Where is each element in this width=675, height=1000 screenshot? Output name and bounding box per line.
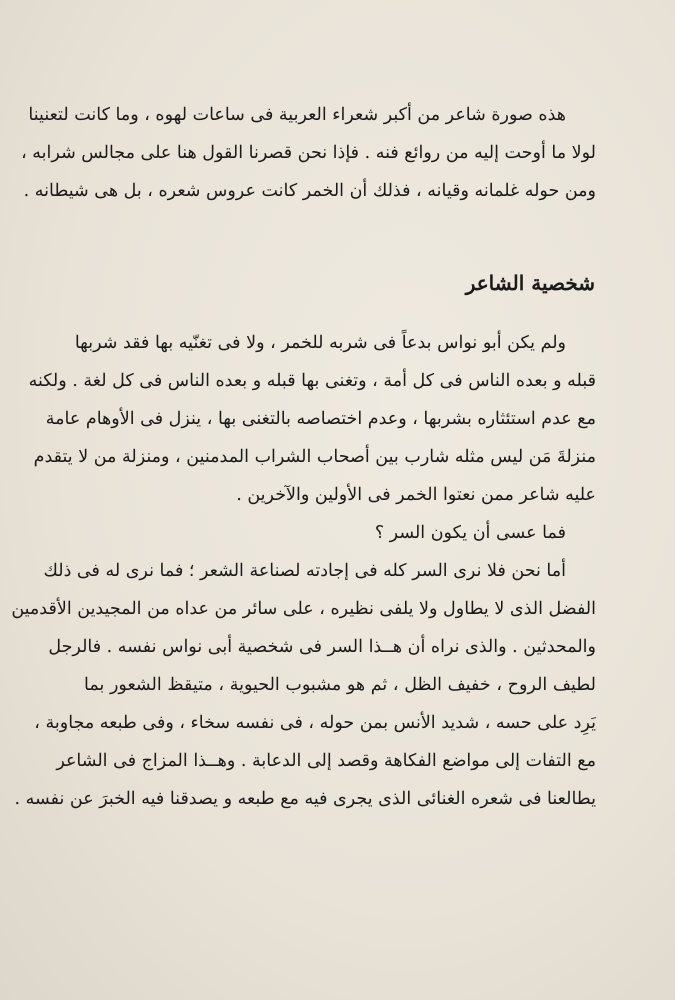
text-line: ولم يكن أبو نواس بدعاً فى شربه للخمر ، ولا فى تغنّيه بها فقد شربها — [74, 333, 566, 353]
text-line: يَرِد على حسه ، شديد الأنس بمن حوله ، فى نفسه سخاء ، وفى طبعه مجاوبة ، — [34, 713, 596, 733]
question-line: فما عسى أن يكون السر ؟ — [374, 523, 566, 543]
text-line: منزلةَ مَن ليس مثله شارب بين أصحاب الشراب المدمنين ، ومنزلة من لا يتقدم — [33, 447, 596, 467]
text-line: والمحدثين . والذى نراه أن هــذا السر فى شخصية أبى نواس نفسه . فالرجل — [48, 637, 596, 657]
text-line: لولا ما أوحت إليه من روائع فنه . فإذا نحن قصرنا القول هنا على مجالس شرابه ، — [21, 143, 596, 163]
text-line: يطالعنا فى شعره الغنائى الذى يجرى فيه مع طبعه و يصدقنا فيه الخبرَ عن نفسه . — [14, 789, 596, 809]
section-heading: شخصية الشاعر — [465, 271, 595, 295]
paragraph-intro — [21, 96, 596, 210]
text-line: لطيف الروح ، خفيف الظل ، ثم هو مشبوب الحيوية ، متيقظ الشعور بما — [84, 675, 596, 695]
text-line: ومن حوله غلمانه وقيانه ، فذلك أن الخمر كانت عروس شعره ، بل هى شيطانه . — [23, 181, 596, 201]
section-body — [11, 324, 596, 818]
text-line: مع التفات إلى مواضع الفكاهة وقصد إلى الدعابة . وهــذا المزاج فى الشاعر — [56, 751, 596, 771]
text-line: أما نحن فلا نرى السر كله فى إجادته لصناعة الشعر ؛ فما نرى له فى ذلك — [43, 561, 566, 581]
text-line: قبله و بعده الناس فى كل أمة ، وتغنى بها قبله و بعده الناس فى كل لغة . ولكنه — [28, 371, 596, 391]
text-line: هذه صورة شاعر من أكبر شعراء العربية فى ساعات لهوه ، وما كانت لتعنينا — [28, 105, 566, 125]
text-line: مع عدم استئثاره بشربها ، وعدم اختصاصه بالتغنى بها ، ينزل فى الأوهام عامة — [45, 409, 596, 429]
text-line: الفضل الذى لا يطاول ولا يلفى نظيره ، على سائر من عداه من المجيدين الأقدمين — [11, 599, 596, 619]
text-line: عليه شاعر ممن نعتوا الخمر فى الأولين والآخرين . — [236, 485, 596, 505]
